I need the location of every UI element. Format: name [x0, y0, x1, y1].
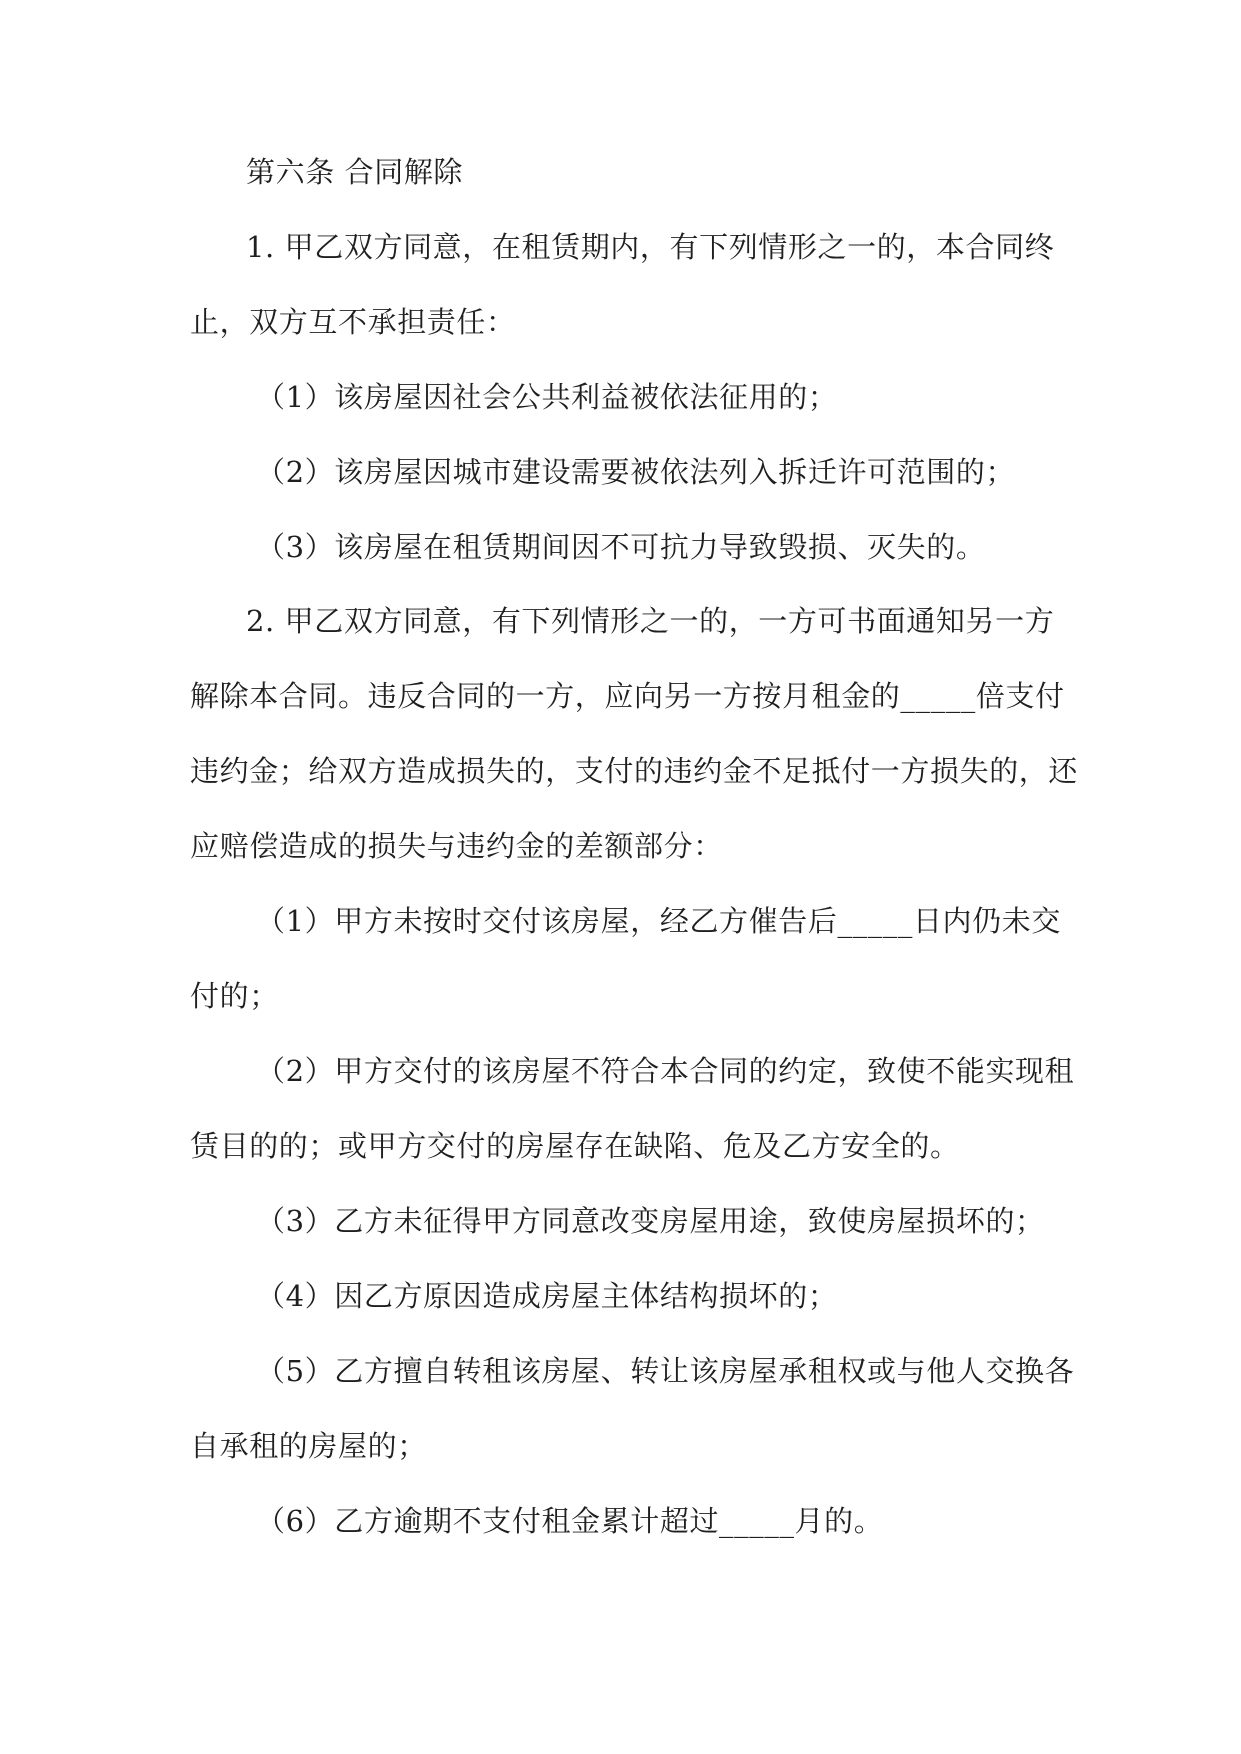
clause-2-line-3: 违约金；给双方造成损失的，支付的违约金不足抵付一方损失的，还	[190, 754, 1079, 788]
clause-2-item-1-line-1: （1）甲方未按时交付该房屋，经乙方催告后_____日内仍未交	[256, 904, 1061, 938]
clause-2-line-2: 解除本合同。违反合同的一方，应向另一方按月租金的_____倍支付	[190, 679, 1065, 713]
clause-2-item-3: （3）乙方未征得甲方同意改变房屋用途，致使房屋损坏的；	[256, 1204, 1045, 1238]
clause-1-item-3: （3）该房屋在租赁期间因不可抗力导致毁损、灭失的。	[256, 530, 986, 564]
clause-1-line-2: 止，双方互不承担责任：	[190, 305, 516, 339]
article-heading: 第六条 合同解除	[246, 155, 464, 189]
clause-1-item-2: （2）该房屋因城市建设需要被依法列入拆迁许可范围的；	[256, 455, 1016, 489]
clause-2-item-5-line-2: 自承租的房屋的；	[190, 1429, 427, 1463]
clause-2-line-4: 应赔偿造成的损失与违约金的差额部分：	[190, 829, 723, 863]
clause-1-line-1: 1. 甲乙双方同意，在租赁期内，有下列情形之一的，本合同终	[246, 230, 1055, 264]
clause-1-item-1: （1）该房屋因社会公共利益被依法征用的；	[256, 380, 838, 414]
clause-2-item-4: （4）因乙方原因造成房屋主体结构损坏的；	[256, 1279, 838, 1313]
clause-2-item-2-line-2: 赁目的的；或甲方交付的房屋存在缺陷、危及乙方安全的。	[190, 1129, 960, 1163]
clause-2-line-1: 2. 甲乙双方同意，有下列情形之一的，一方可书面通知另一方	[246, 604, 1055, 638]
clause-2-item-6: （6）乙方逾期不支付租金累计超过_____月的。	[256, 1504, 884, 1538]
clause-2-item-2-line-1: （2）甲方交付的该房屋不符合本合同的约定，致使不能实现租	[256, 1054, 1075, 1088]
clause-2-item-1-line-2: 付的；	[190, 979, 279, 1013]
clause-2-item-5-line-1: （5）乙方擅自转租该房屋、转让该房屋承租权或与他人交换各	[256, 1354, 1075, 1388]
